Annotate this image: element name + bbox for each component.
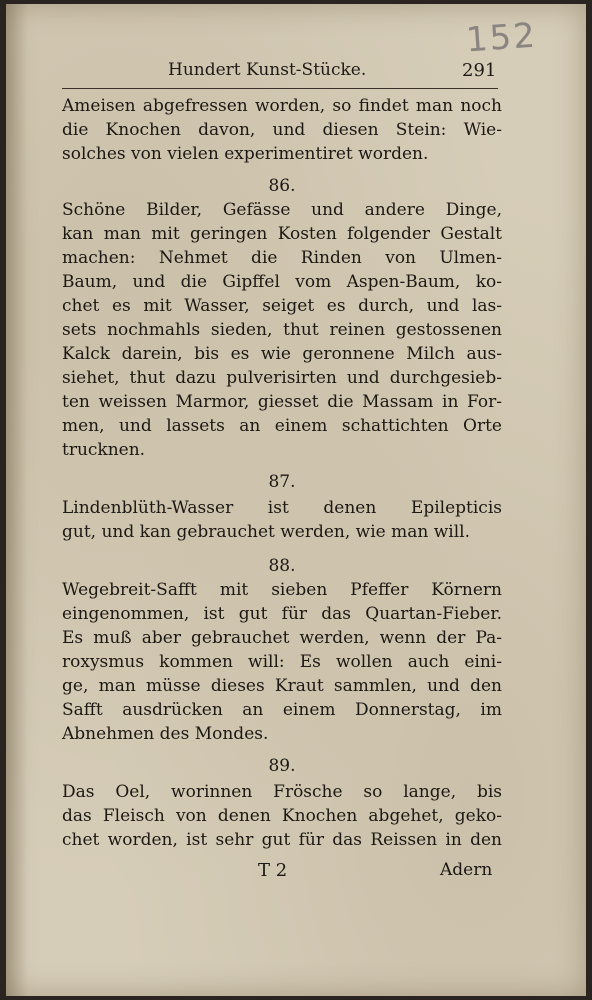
text-line: ge, man müsse dieses Kraut sammlen, und den — [62, 676, 502, 696]
manuscript-page-number: 152 — [464, 15, 539, 61]
text-line: Es muß aber gebrauchet werden, wenn der Pa- — [62, 628, 502, 648]
page-number: 291 — [462, 60, 497, 81]
text-line: Safft ausdrücken an einem Donnerstag, im — [62, 700, 502, 720]
header-rule — [62, 88, 498, 89]
section-number: 87. — [268, 472, 296, 492]
text-line: chet worden, ist sehr gut für das Reissen in den — [62, 830, 502, 850]
section-number: 89. — [268, 756, 296, 776]
catchword: Adern — [440, 860, 493, 880]
text-line: machen: Nehmet die Rinden von Ulmen- — [62, 248, 502, 268]
page-footer — [0, 860, 592, 890]
text-line: roxysmus kommen will: Es wollen auch eini- — [62, 652, 502, 672]
running-head: Hundert Kunst-Stücke. — [168, 60, 367, 80]
text-line: eingenommen, ist gut für das Quartan-Fieber. — [62, 604, 502, 624]
text-line: das Fleisch von denen Knochen abgehet, geko- — [62, 806, 502, 826]
text-line: kan man mit geringen Kosten folgender Gestalt — [62, 224, 502, 244]
text-line: Schöne Bilder, Gefässe und andere Dinge, — [62, 200, 502, 220]
section-number: 86. — [268, 176, 296, 196]
text-line: Baum, und die Gipffel vom Aspen-Baum, ko- — [62, 272, 502, 292]
text-line: die Knochen davon, und diesen Stein: Wie- — [62, 120, 502, 140]
text-line: chet es mit Wasser, seiget es durch, und las- — [62, 296, 502, 316]
page-header — [0, 0, 592, 100]
text-line: ten weissen Marmor, giesset die Massam in For- — [62, 392, 502, 412]
signature-mark: T 2 — [258, 860, 288, 881]
text-line: trucknen. — [62, 440, 146, 460]
text-line: Abnehmen des Mondes. — [62, 724, 269, 744]
section-number: 88. — [268, 556, 296, 576]
text-line: sets nochmahls sieden, thut reinen gestossenen — [62, 320, 502, 340]
text-line: Wegebreit-Safft mit sieben Pfeffer Körnern — [62, 580, 502, 600]
text-line: Lindenblüth-Wasser ist denen Epilepticis — [62, 498, 502, 518]
text-line: Kalck darein, bis es wie geronnene Milch aus- — [62, 344, 502, 364]
text-line: gut, und kan gebrauchet werden, wie man will. — [62, 522, 471, 542]
text-line: siehet, thut dazu pulverisirten und durchgesieb- — [62, 368, 502, 388]
text-line: Ameisen abgefressen worden, so findet man noch — [62, 96, 502, 116]
text-line: men, und lassets an einem schattichten Orte — [62, 416, 502, 436]
text-line: Das Oel, worinnen Frösche so lange, bis — [62, 782, 502, 802]
text-line: solches von vielen experimentiret worden. — [62, 144, 429, 164]
